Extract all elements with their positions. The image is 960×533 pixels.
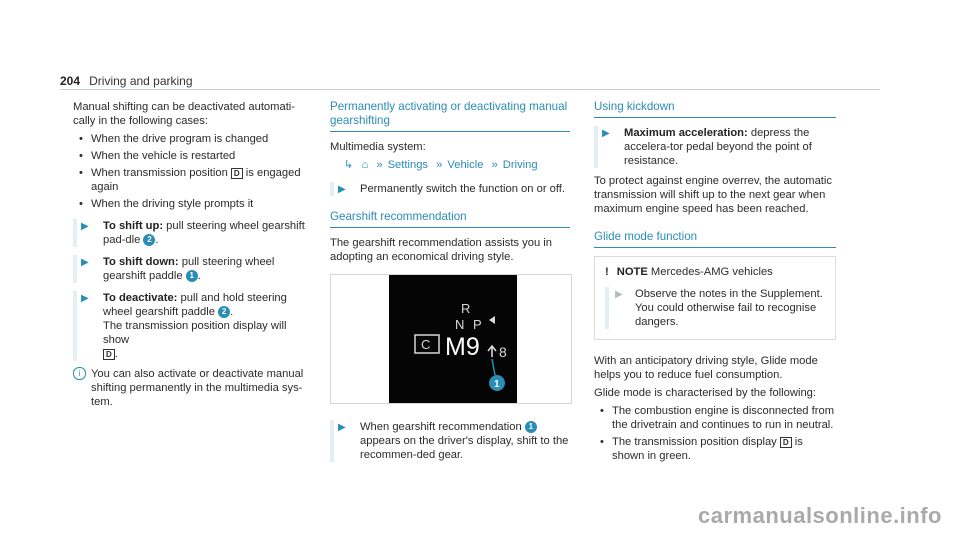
step-arrow-icon: ▶ (338, 184, 346, 195)
instrument-display (389, 275, 517, 403)
callout-number: 1 (494, 379, 500, 390)
column-3 (594, 100, 836, 466)
warning-icon: ! (605, 266, 609, 278)
callout-1-icon: 1 (525, 421, 537, 433)
display-illustration (330, 274, 572, 404)
menu-path (330, 158, 570, 172)
step-arrow-icon: ▶ (81, 293, 89, 304)
gear-next-label: 8 (499, 344, 507, 360)
home-icon: ⌂ (361, 159, 369, 171)
header-rule (60, 89, 880, 90)
step-arrow-icon: ▶ (338, 422, 346, 433)
list-item: • The transmission position display D is shown in green. (594, 435, 836, 463)
d-position-icon: D (780, 437, 792, 448)
path-item-settings: Settings (387, 159, 429, 171)
page-title: Driving and parking (89, 74, 193, 88)
callout-2-icon: 2 (218, 306, 230, 318)
path-item-driving: Driving (502, 159, 538, 171)
page-header (60, 74, 880, 90)
step-maximum-acceleration: ▶ Maximum acceleration: depress the accelera-tor pedal beyond the point of resistance. (594, 126, 836, 168)
watermark: carmanualsonline.info (698, 503, 942, 528)
mode-label: C (421, 337, 431, 352)
path-separator-icon: » (376, 159, 383, 171)
section-heading: Glide mode function (594, 230, 836, 248)
page-number: 204 (60, 74, 81, 88)
paragraph: To protect against engine overrev, the automatic transmission will shift up to the next gear when maximum engine speed has been reached. (594, 175, 832, 215)
info-note: i You can also activate or deactivate manual shifting permanently in the multimedia sys-tem. (73, 367, 313, 409)
step-arrow-icon: ▶ (81, 221, 89, 232)
callout-2-icon: 2 (143, 234, 155, 246)
section-heading: Permanently activating or deactivating manual gearshifting (330, 100, 570, 132)
step-shift-up: ▶ To shift up: pull steering wheel gearshift pad-dle 2 . (73, 219, 313, 247)
paragraph: The gearshift recommendation assists you in adopting an economical driving style. (330, 237, 552, 263)
step-gearshift-recommendation: ▶ When gearshift recommendation 1 appears on the driver's display, shift to the recommen-ded gear. (330, 420, 570, 462)
section-heading: Using kickdown (594, 100, 836, 118)
callout-1-icon: 1 (186, 270, 198, 282)
gear-n-label: N (455, 317, 465, 332)
column-1 (73, 100, 313, 409)
callout-line (492, 359, 495, 375)
list-item: • When the vehicle is restarted (73, 149, 313, 163)
column-2 (330, 100, 570, 468)
d-position-icon: D (231, 168, 243, 179)
step-permanent-switch: ▶ Permanently switch the function on or off. (330, 182, 570, 196)
step-shift-down: ▶ To shift down: pull steering wheel gearshift paddle 1 . (73, 255, 313, 283)
gear-p-label: P (473, 317, 482, 332)
paragraph: With an anticipatory driving style, Glide mode helps you to reduce fuel consumption. (594, 355, 818, 381)
list-item: • When transmission position D is engaged again (73, 166, 313, 194)
path-separator-icon: » (436, 159, 443, 171)
gear-r-label: R (461, 301, 471, 316)
system-label: Multimedia system: (330, 141, 426, 153)
upshift-arrow-icon (488, 346, 496, 357)
paragraph: Glide mode is characterised by the following: (594, 387, 816, 399)
gear-display-graphic (389, 275, 517, 403)
step-arrow-icon: ▶ (615, 289, 623, 300)
list-item: • When the driving style prompts it (73, 197, 313, 211)
list-item: • When the drive program is changed (73, 132, 313, 146)
list-item: • The combustion engine is disconnected from the drivetrain and continues to run in neutral. (594, 404, 836, 432)
gear-current-label: M9 (445, 333, 480, 361)
info-icon: i (73, 367, 86, 380)
path-separator-icon: » (491, 159, 498, 171)
step-deactivate: ▶ To deactivate: pull and hold steering wheel gearshift paddle 2 . The transmission position display will show D . (73, 291, 313, 361)
intro-text: Manual shifting can be deactivated automati-cally in the following cases: (73, 101, 296, 127)
d-position-icon: D (103, 349, 115, 360)
step-arrow-icon: ▶ (81, 257, 89, 268)
selector-pointer-icon (489, 316, 495, 324)
path-arrow-icon: ↳ (344, 159, 354, 171)
step-arrow-icon: ▶ (602, 128, 610, 139)
path-item-vehicle: Vehicle (447, 159, 484, 171)
warning-note: ! NOTE Mercedes-AMG vehicles ▶ Observe the notes in the Supplement. You could otherwise fail to recognise dangers. (594, 256, 836, 340)
section-heading: Gearshift recommendation (330, 210, 570, 228)
